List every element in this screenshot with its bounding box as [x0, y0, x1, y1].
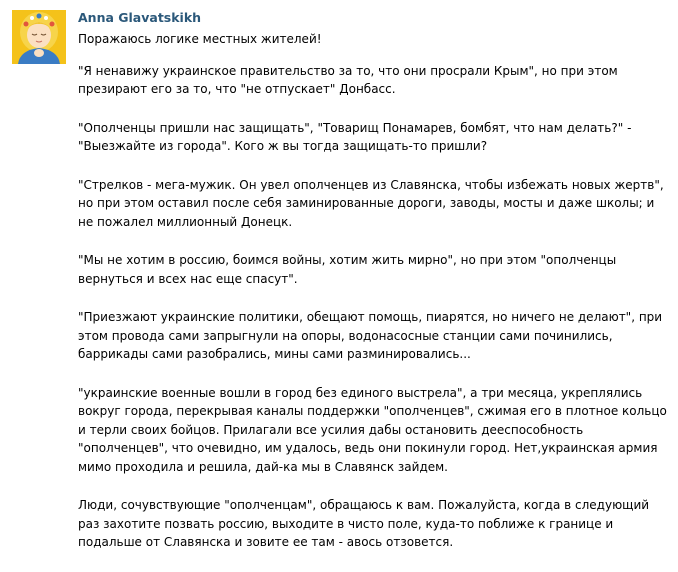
post-paragraph: "Стрелков - мега-мужик. Он увел ополченцев из Славянска, чтобы избежать новых жертв", но при этом оставил после себя заминированные дороги, заводы, мосты и даже школы; и не пожалел миллионный Донецк.	[78, 177, 664, 229]
avatar[interactable]	[12, 10, 66, 64]
post-paragraph: Поражаюсь логике местных жителей!	[78, 32, 322, 46]
post-paragraph: "Приезжают украинские политики, обещают помощь, пиарятся, но ничего не делают", при этом провода сами запрыгнули на опоры, водонасосные станции сами починились, баррикады сами разобрались, мины сами разминировались...	[78, 310, 663, 361]
post-paragraph: "Мы не хотим в россию, боимся войны, хотим жить мирно", но при этом "ополченцы вернуться и всех нас еще спасут".	[78, 253, 617, 286]
post-paragraph: "Ополченцы пришли нас защищать", "Товарищ Понамарев, бомбят, что нам делать?" - "Выезжайте из города". Кого ж вы тогда защищать-то пришли?	[78, 120, 632, 153]
avatar-woman-icon	[12, 10, 66, 64]
post-text	[78, 30, 668, 572]
post-paragraph: "украинские военные вошли в город без единого выстрела", а три месяца, укреплялись вокруг города, перекрывая каналы поддержки "ополченцев", сжимая его в плотное кольцо и терли своих бойцов. Прилагали все усилия дабы остановить дееспособность "ополченцев", что очевидно, им удалось, ведь они покинули город. Нет,украинская армия мимо проходила и решила, дай-ка мы в Славянск зайдем.	[78, 385, 667, 474]
author-name-link[interactable]: Anna Glavatskikh	[78, 10, 202, 25]
post-paragraph: Люди, сочувствующие "ополченцам", обращаюсь к вам. Пожалуйста, когда в следующий раз захотите позвать россию, выходите в чисто поле, куда-то поближе к границе и подальше от Славянска и зовите ее там - авось отзовется.	[78, 498, 650, 549]
post-paragraph: "Я ненавижу украинское правительство за то, что они просрали Крым", но при этом презирают его за то, что "не отпускает" Донбасс.	[78, 63, 618, 96]
